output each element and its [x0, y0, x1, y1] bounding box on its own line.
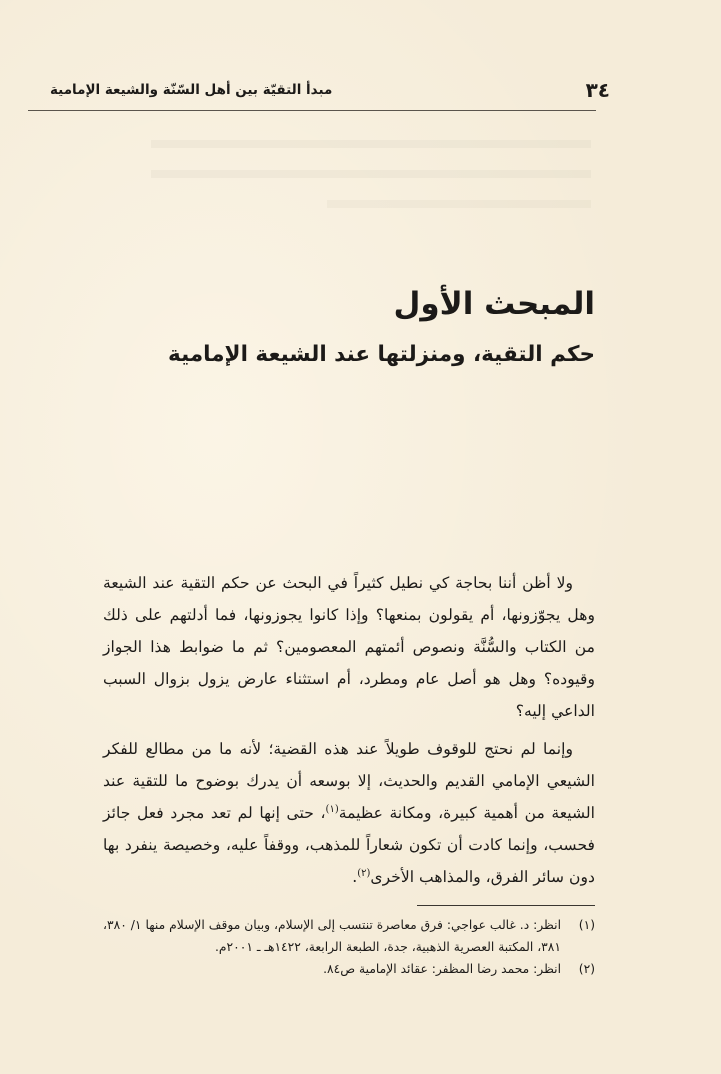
footnotes	[103, 914, 595, 980]
running-header	[50, 78, 610, 108]
footnote-text: انظر: د. غالب عواجي: فرق معاصرة تنتسب إلى الإسلام، وبيان موقف الإسلام منها ١/ ٣٨٠، ٣٨١، المكتبة العصرية الذهبية، جدة، الطبعة الرابعة، ١٤٢٢هـ ـ ٢٠٠١م.	[103, 918, 561, 954]
header-divider	[28, 110, 596, 111]
paragraph-2-text-b: ، حتى إنها لم تعد مجرد فعل جائز فحسب، وإنما كادت أن تكون شعاراً للمذهب، ووقفاً عليه، وخصيصة ينفرد بها دون سائر الفرق، والمذاهب الأخرى	[103, 804, 595, 886]
paragraph-2	[103, 733, 595, 893]
paragraph-2-text-a: وإنما لم نحتج للوقوف طويلاً عند هذه القضية؛ لأنه ما من مطالع للفكر الشيعي الإمامي القديم والحديث، إلا بوسعه أن يدرك بوضوح ما للتقية عند الشيعة من أهمية كبيرة، ومكانة عظيمة	[103, 740, 596, 822]
footnote-number: (٢)	[578, 962, 595, 976]
footnote-2	[103, 958, 595, 980]
body-text	[103, 567, 595, 893]
section-title: المبحث الأول	[393, 286, 595, 322]
running-title: مبدأ التقيّة بين أهل السّنّة والشيعة الإمامية	[50, 82, 333, 98]
footnote-ref-2[interactable]: (٢)	[357, 867, 371, 879]
page-number: ٣٤	[585, 78, 610, 102]
footnote-text: انظر: محمد رضا المظفر: عقائد الإمامية ص٨٤.	[323, 962, 561, 976]
paragraph-1: ولا أظن أننا بحاجة كي نطيل كثيراً في البحث عن حكم التقية عند الشيعة وهل يجوّزونها، أم يقولون بمنعها؟ وإذا كانوا يجوزونها، فما أدلتهم على ذلك من الكتاب والسُّنَّة ونصوص أئمتهم المعصومين؟ ثم ما ضوابط هذا الجواز وقيوده؟ وهل هو أصل عام ومطرد، أم استثناء عارض يزول بزوال السبب الداعي إليه؟	[103, 574, 595, 720]
footnote-1	[103, 914, 595, 958]
section-subtitle: حكم التقية، ومنزلتها عند الشيعة الإمامية	[168, 342, 595, 367]
paragraph-2-end: .	[352, 868, 358, 886]
footnote-number: (١)	[578, 918, 595, 932]
footnote-ref-1[interactable]: (١)	[325, 803, 339, 815]
reverse-side-bleed-through	[151, 140, 591, 218]
footnote-divider	[417, 905, 595, 906]
